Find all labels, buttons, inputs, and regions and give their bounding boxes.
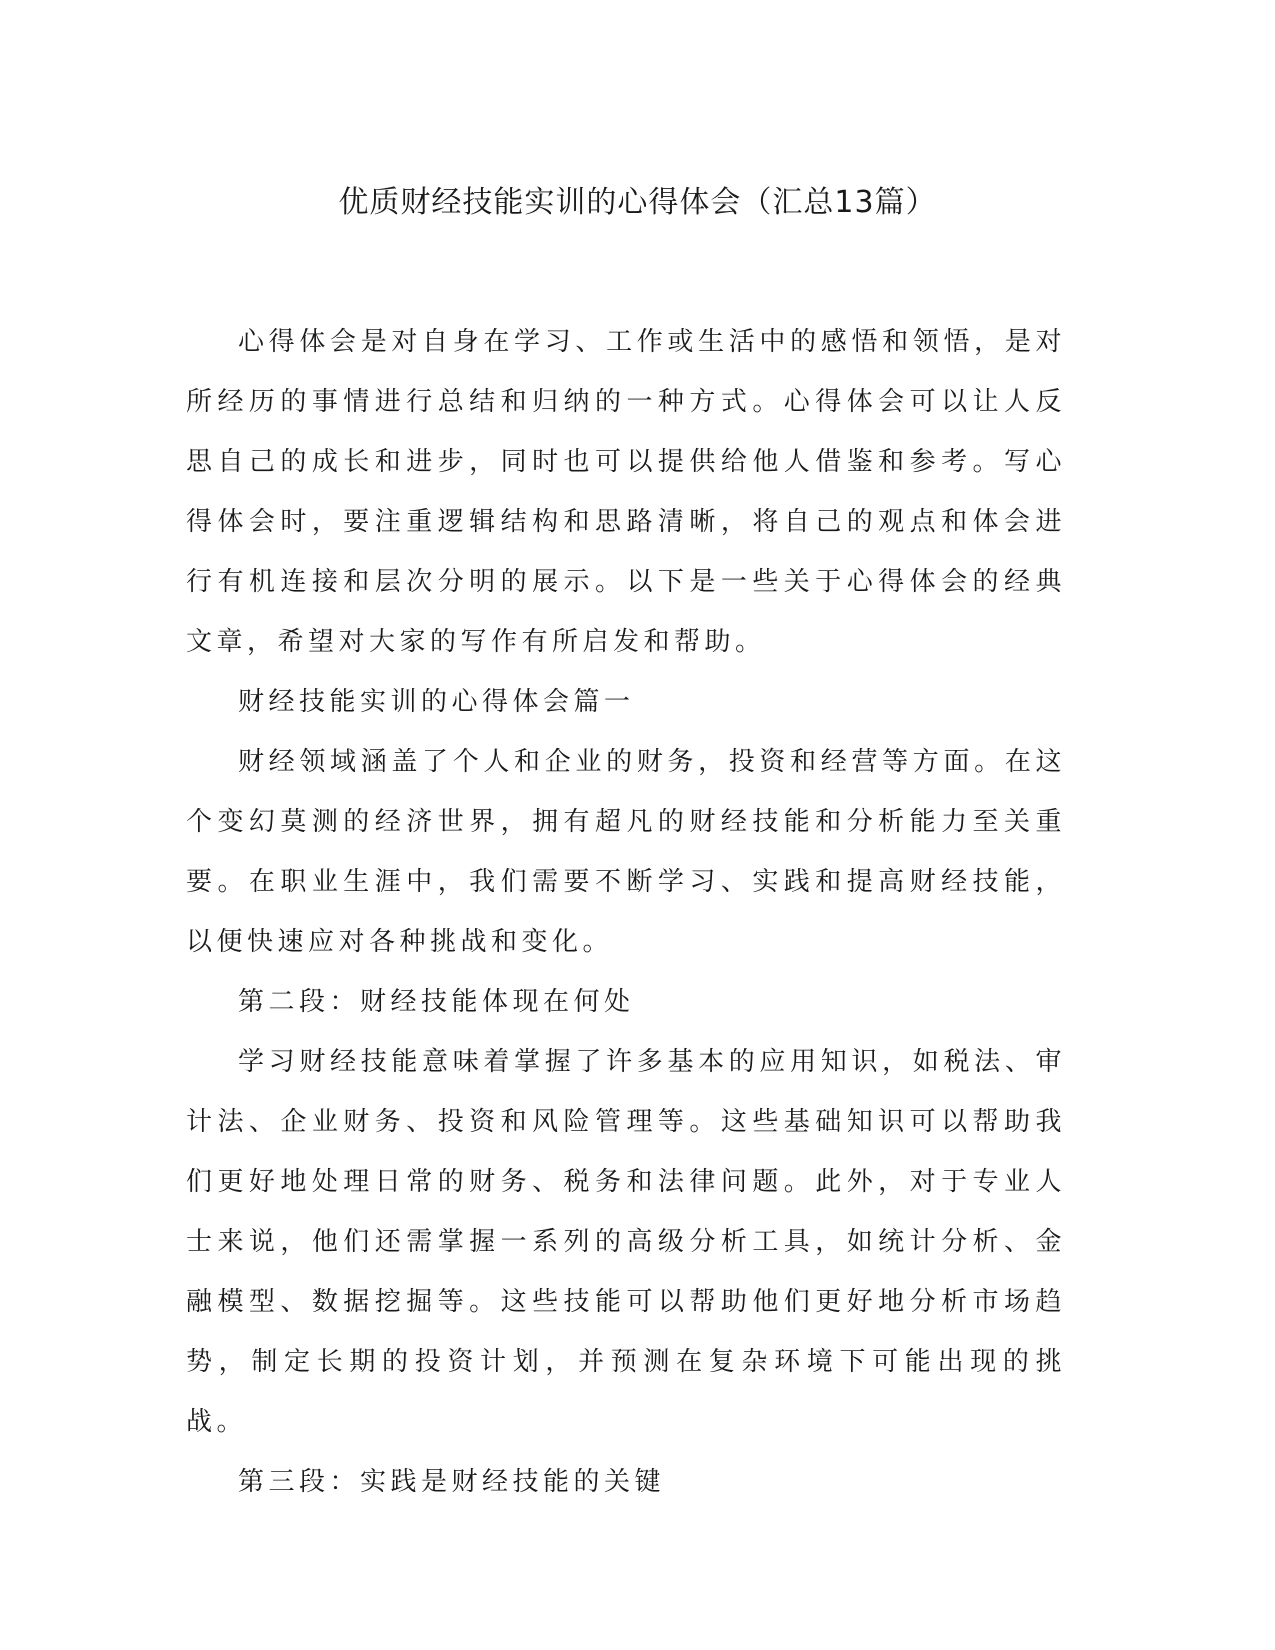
section-heading-part-two: 第二段：财经技能体现在何处 xyxy=(238,987,635,1017)
body-paragraph: 学习财经技能意味着掌握了许多基本的应用知识，如税法、审计法、企业财务、投资和风险管理等。这些基础知识可以帮助我们更好地处理日常的财务、税务和法律问题。此外，对于专业人士来说，他们还需掌握一系列的高级分析工具，如统计分析、金融模型、数据挖掘等。这些技能可以帮助他们更好地分析市场趋势，制定长期的投资计划，并预测在复杂环境下可能出现的挑战。 xyxy=(186,1047,1066,1437)
document-title: 优质财经技能实训的心得体会（汇总13篇） xyxy=(338,185,937,220)
intro-paragraph: 心得体会是对自身在学习、工作或生活中的感悟和领悟，是对所经历的事情进行总结和归纳的一种方式。心得体会可以让人反思自己的成长和进步，同时也可以提供给他人借鉴和参考。写心得体会时，要注重逻辑结构和思路清晰，将自己的观点和体会进行有机连接和层次分明的展示。以下是一些关于心得体会的经典文章，希望对大家的写作有所启发和帮助。 xyxy=(186,327,1066,657)
body-paragraph: 财经领域涵盖了个人和企业的财务，投资和经营等方面。在这个变幻莫测的经济世界，拥有超凡的财经技能和分析能力至关重要。在职业生涯中，我们需要不断学习、实践和提高财经技能，以便快速应对各种挑战和变化。 xyxy=(186,747,1066,957)
document-body xyxy=(186,312,1066,1512)
section-heading-part-three: 第三段：实践是财经技能的关键 xyxy=(238,1467,666,1497)
section-heading-part-one: 财经技能实训的心得体会篇一 xyxy=(238,687,635,717)
